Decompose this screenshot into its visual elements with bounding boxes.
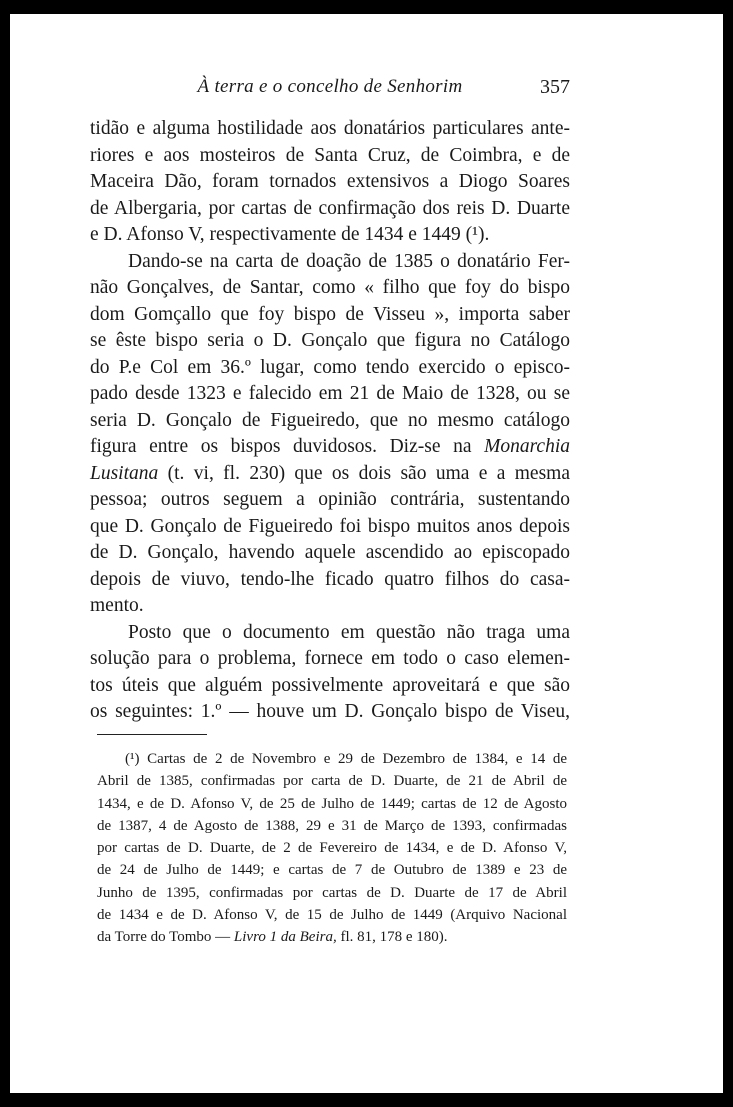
footnote-line: de 1387, 4 de Agosto de 1388, 29 e 31 de Março de 1393, confirmadas	[97, 817, 567, 834]
paragraph-2	[90, 249, 570, 620]
text-fragment: figura entre os bispos duvidosos. Diz-se na	[90, 436, 472, 457]
scan-border-bottom	[0, 1093, 733, 1107]
text-line: depois de viuvo, tendo-lhe ficado quatro filhos do casa-	[90, 568, 570, 590]
text-line: tidão e alguma hostilidade aos donatários particulares ante-	[90, 118, 570, 139]
running-title: À terra e o concelho de Senhorim	[197, 76, 463, 97]
text-line-with-title	[90, 461, 570, 488]
scan-border-left	[0, 0, 10, 1107]
running-head	[90, 76, 570, 102]
footnote-line: Junho de 1395, confirmadas por cartas de D. Duarte de 17 de Abril	[97, 884, 567, 901]
scan-border-right	[723, 0, 733, 1107]
text-line: do P.e Col em 36.º lugar, como tendo exercido o episco-	[90, 356, 570, 378]
text-line: que D. Gonçalo de Figueiredo foi bispo muitos anos depois	[90, 515, 570, 537]
text-line: se êste bispo seria o D. Gonçalo que figura no Catálogo	[90, 330, 570, 351]
footnote-line: 1434, e de D. Afonso V, de 25 de Julho de 1449; cartas de 12 de Agosto	[97, 795, 567, 812]
source-title-italic: Livro 1 da Beira,	[233, 929, 337, 946]
text-line: solução para o problema, fornece em todo o caso elemen-	[90, 648, 570, 669]
footnote-text: da Torre do Tombo —	[97, 929, 231, 946]
text-line: pado desde 1323 e falecido em 21 de Maio de 1328, ou se	[90, 383, 570, 404]
page-number: 357	[540, 76, 570, 98]
footnote-text: Cartas de 2 de Novembro e 29 de Dezembro de 1384, e 14 de	[147, 751, 568, 767]
footnote-line: Abril de 1385, confirmadas por carta de D. Duarte, de 21 de Abril de	[97, 773, 567, 790]
work-title-italic: Monarchia	[484, 436, 571, 457]
footnote	[97, 748, 567, 949]
scan-border-top	[0, 0, 733, 14]
footnote-separator	[97, 734, 207, 735]
text-fragment: (t. vi, fl. 230) que os dois são uma e a mesma	[167, 462, 570, 484]
text-line: não Gonçalves, de Santar, como « filho que foy do bispo	[90, 277, 570, 298]
text-line: tos úteis que alguém possivelmente aproveitará e que são	[90, 674, 570, 696]
paragraph-3	[90, 620, 570, 726]
text-line: Posto que o documento em questão não traga uma	[128, 621, 570, 643]
text-line: de Albergaria, por cartas de confirmação dos reis D. Duarte	[90, 197, 570, 219]
footnote-line-with-title	[97, 926, 567, 948]
footnote-marker: (¹)	[125, 751, 140, 767]
footnote-line: de 1434 e de D. Afonso V, de 15 de Julho de 1449 (Arquivo Nacional	[97, 907, 567, 924]
footnote-line: de 24 de Julho de 1449; e cartas de 7 de Outubro de 1389 e 23 de	[97, 862, 567, 879]
text-line: Maceira Dão, foram tornados extensivos a Diogo Soares	[90, 171, 570, 192]
text-line: e D. Afonso V, respectivamente de 1434 e 1449 (¹).	[90, 224, 490, 245]
body-text	[90, 116, 570, 726]
footnote-line	[97, 748, 567, 770]
text-line: os seguintes: 1.º — houve um D. Gonçalo bispo de Viseu,	[90, 701, 570, 722]
text-line: Dando-se na carta de doação de 1385 o donatário Fer-	[128, 250, 570, 272]
work-title-italic: Lusitana	[90, 462, 159, 484]
text-line: seria D. Gonçalo de Figueiredo, que no mesmo catálogo	[90, 409, 570, 431]
text-line: mento.	[90, 595, 144, 616]
footnote-text: fl. 81, 178 e 180).	[340, 929, 448, 946]
paragraph-1	[90, 116, 570, 249]
footnote-line: por cartas de D. Duarte, de 2 de Fevereiro de 1434, e de D. Afonso V,	[97, 840, 567, 857]
text-line: dom Gomçallo que foy bispo de Visseu », importa saber	[90, 303, 570, 325]
text-line: pessoa; outros seguem a opinião contrária, sustentando	[90, 489, 570, 510]
text-line: de D. Gonçalo, havendo aquele ascendido ao episcopado	[90, 542, 570, 563]
text-line-with-title	[90, 434, 570, 461]
text-line: riores e aos mosteiros de Santa Cruz, de Coimbra, e de	[90, 144, 570, 166]
